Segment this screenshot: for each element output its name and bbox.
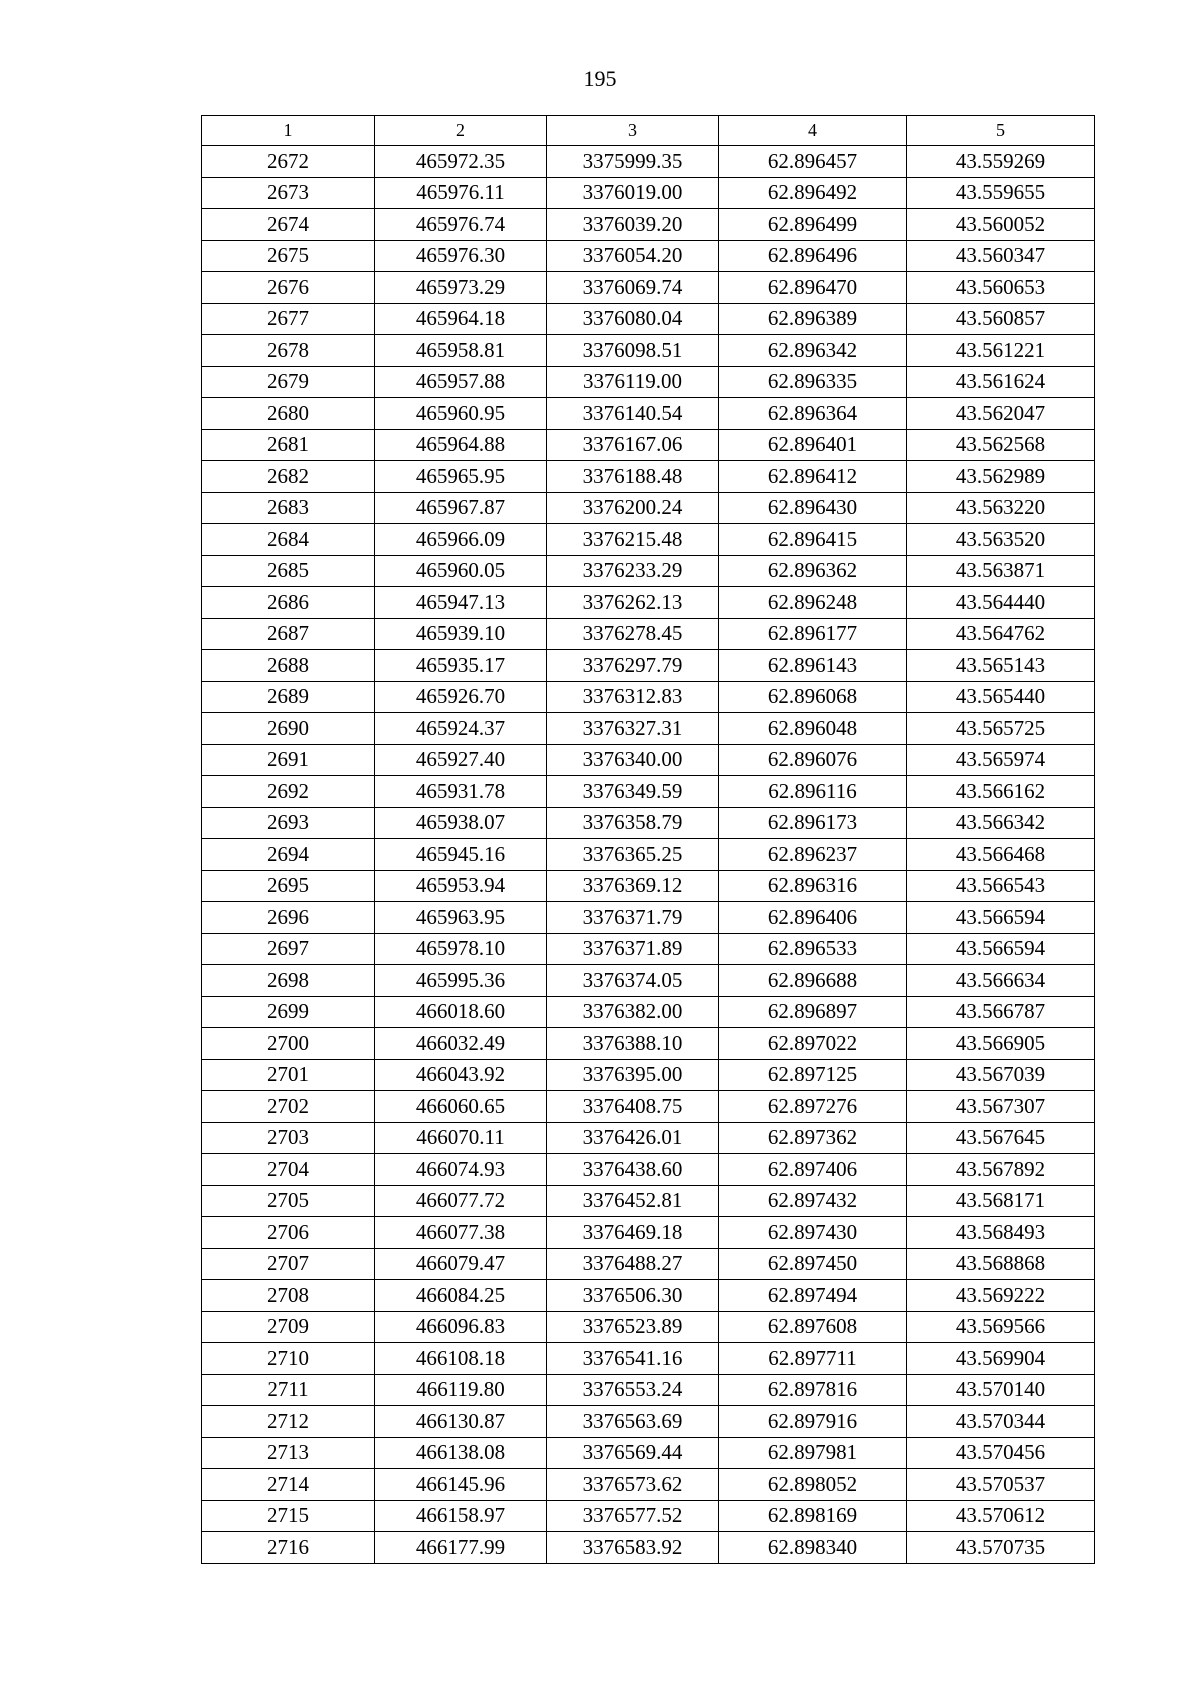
y-coordinate-cell: 3376577.52 xyxy=(547,1500,719,1532)
x-coordinate-cell: 466108.18 xyxy=(375,1343,547,1375)
y-coordinate-cell: 3376438.60 xyxy=(547,1154,719,1186)
x-coordinate-cell: 465973.29 xyxy=(375,272,547,304)
point-number-cell: 2710 xyxy=(202,1343,375,1375)
x-coordinate-cell: 465995.36 xyxy=(375,965,547,997)
point-number-cell: 2696 xyxy=(202,902,375,934)
point-number-cell: 2685 xyxy=(202,555,375,587)
latitude-cell: 43.570456 xyxy=(907,1437,1095,1469)
latitude-cell: 43.570735 xyxy=(907,1532,1095,1564)
latitude-cell: 43.568171 xyxy=(907,1185,1095,1217)
point-number-cell: 2703 xyxy=(202,1122,375,1154)
point-number-cell: 2675 xyxy=(202,240,375,272)
latitude-cell: 43.560857 xyxy=(907,303,1095,335)
point-number-cell: 2706 xyxy=(202,1217,375,1249)
x-coordinate-cell: 465972.35 xyxy=(375,146,547,178)
latitude-cell: 43.570537 xyxy=(907,1469,1095,1501)
point-number-cell: 2674 xyxy=(202,209,375,241)
point-number-cell: 2680 xyxy=(202,398,375,430)
y-coordinate-cell: 3376371.79 xyxy=(547,902,719,934)
x-coordinate-cell: 465976.74 xyxy=(375,209,547,241)
longitude-cell: 62.896048 xyxy=(719,713,907,745)
y-coordinate-cell: 3376358.79 xyxy=(547,807,719,839)
y-coordinate-cell: 3376371.89 xyxy=(547,933,719,965)
latitude-cell: 43.561221 xyxy=(907,335,1095,367)
table-row xyxy=(202,1280,1095,1312)
point-number-cell: 2702 xyxy=(202,1091,375,1123)
y-coordinate-cell: 3376583.92 xyxy=(547,1532,719,1564)
point-number-cell: 2690 xyxy=(202,713,375,745)
latitude-cell: 43.562568 xyxy=(907,429,1095,461)
longitude-cell: 62.897406 xyxy=(719,1154,907,1186)
y-coordinate-cell: 3376233.29 xyxy=(547,555,719,587)
y-coordinate-cell: 3376119.00 xyxy=(547,366,719,398)
point-number-cell: 2695 xyxy=(202,870,375,902)
longitude-cell: 62.896412 xyxy=(719,461,907,493)
latitude-cell: 43.563220 xyxy=(907,492,1095,524)
point-number-cell: 2704 xyxy=(202,1154,375,1186)
point-number-cell: 2693 xyxy=(202,807,375,839)
table-row xyxy=(202,1122,1095,1154)
table-row xyxy=(202,870,1095,902)
page-number: 195 xyxy=(583,66,617,91)
x-coordinate-cell: 465967.87 xyxy=(375,492,547,524)
y-coordinate-cell: 3376553.24 xyxy=(547,1374,719,1406)
point-number-cell: 2705 xyxy=(202,1185,375,1217)
table-row xyxy=(202,1532,1095,1564)
y-coordinate-cell: 3376369.12 xyxy=(547,870,719,902)
latitude-cell: 43.566468 xyxy=(907,839,1095,871)
column-header-1: 1 xyxy=(202,116,375,146)
table-row xyxy=(202,303,1095,335)
latitude-cell: 43.566342 xyxy=(907,807,1095,839)
y-coordinate-cell: 3376167.06 xyxy=(547,429,719,461)
x-coordinate-cell: 466043.92 xyxy=(375,1059,547,1091)
longitude-cell: 62.896364 xyxy=(719,398,907,430)
longitude-cell: 62.896688 xyxy=(719,965,907,997)
latitude-cell: 43.569566 xyxy=(907,1311,1095,1343)
x-coordinate-cell: 465935.17 xyxy=(375,650,547,682)
x-coordinate-cell: 466077.72 xyxy=(375,1185,547,1217)
longitude-cell: 62.896068 xyxy=(719,681,907,713)
x-coordinate-cell: 465976.11 xyxy=(375,177,547,209)
longitude-cell: 62.897432 xyxy=(719,1185,907,1217)
longitude-cell: 62.897494 xyxy=(719,1280,907,1312)
point-number-cell: 2686 xyxy=(202,587,375,619)
latitude-cell: 43.560347 xyxy=(907,240,1095,272)
longitude-cell: 62.896496 xyxy=(719,240,907,272)
y-coordinate-cell: 3376408.75 xyxy=(547,1091,719,1123)
table-row xyxy=(202,1154,1095,1186)
point-number-cell: 2684 xyxy=(202,524,375,556)
longitude-cell: 62.896401 xyxy=(719,429,907,461)
table-row xyxy=(202,398,1095,430)
longitude-cell: 62.897916 xyxy=(719,1406,907,1438)
x-coordinate-cell: 465960.05 xyxy=(375,555,547,587)
longitude-cell: 62.896406 xyxy=(719,902,907,934)
latitude-cell: 43.570140 xyxy=(907,1374,1095,1406)
table-row xyxy=(202,209,1095,241)
x-coordinate-cell: 465939.10 xyxy=(375,618,547,650)
table-row xyxy=(202,1500,1095,1532)
table-row xyxy=(202,555,1095,587)
y-coordinate-cell: 3376388.10 xyxy=(547,1028,719,1060)
x-coordinate-cell: 465960.95 xyxy=(375,398,547,430)
table-row xyxy=(202,902,1095,934)
latitude-cell: 43.560653 xyxy=(907,272,1095,304)
point-number-cell: 2692 xyxy=(202,776,375,808)
x-coordinate-cell: 465963.95 xyxy=(375,902,547,934)
x-coordinate-cell: 465964.88 xyxy=(375,429,547,461)
latitude-cell: 43.567039 xyxy=(907,1059,1095,1091)
x-coordinate-cell: 466096.83 xyxy=(375,1311,547,1343)
x-coordinate-cell: 466060.65 xyxy=(375,1091,547,1123)
y-coordinate-cell: 3376488.27 xyxy=(547,1248,719,1280)
longitude-cell: 62.896177 xyxy=(719,618,907,650)
latitude-cell: 43.562047 xyxy=(907,398,1095,430)
table-row xyxy=(202,177,1095,209)
table-row xyxy=(202,1248,1095,1280)
y-coordinate-cell: 3376469.18 xyxy=(547,1217,719,1249)
x-coordinate-cell: 466119.80 xyxy=(375,1374,547,1406)
y-coordinate-cell: 3376374.05 xyxy=(547,965,719,997)
x-coordinate-cell: 465953.94 xyxy=(375,870,547,902)
table-row xyxy=(202,1091,1095,1123)
latitude-cell: 43.566162 xyxy=(907,776,1095,808)
latitude-cell: 43.565974 xyxy=(907,744,1095,776)
x-coordinate-cell: 466070.11 xyxy=(375,1122,547,1154)
x-coordinate-cell: 466145.96 xyxy=(375,1469,547,1501)
x-coordinate-cell: 466084.25 xyxy=(375,1280,547,1312)
x-coordinate-cell: 466018.60 xyxy=(375,996,547,1028)
latitude-cell: 43.570612 xyxy=(907,1500,1095,1532)
longitude-cell: 62.896897 xyxy=(719,996,907,1028)
latitude-cell: 43.569222 xyxy=(907,1280,1095,1312)
latitude-cell: 43.565440 xyxy=(907,681,1095,713)
longitude-cell: 62.896116 xyxy=(719,776,907,808)
latitude-cell: 43.560052 xyxy=(907,209,1095,241)
point-number-cell: 2715 xyxy=(202,1500,375,1532)
x-coordinate-cell: 466158.97 xyxy=(375,1500,547,1532)
table-row xyxy=(202,807,1095,839)
longitude-cell: 62.896492 xyxy=(719,177,907,209)
column-header-2: 2 xyxy=(375,116,547,146)
point-number-cell: 2701 xyxy=(202,1059,375,1091)
table-row xyxy=(202,366,1095,398)
y-coordinate-cell: 3376365.25 xyxy=(547,839,719,871)
table-row xyxy=(202,240,1095,272)
table-row xyxy=(202,1437,1095,1469)
longitude-cell: 62.898169 xyxy=(719,1500,907,1532)
point-number-cell: 2688 xyxy=(202,650,375,682)
longitude-cell: 62.896499 xyxy=(719,209,907,241)
longitude-cell: 62.896470 xyxy=(719,272,907,304)
longitude-cell: 62.896335 xyxy=(719,366,907,398)
longitude-cell: 62.896430 xyxy=(719,492,907,524)
table-row xyxy=(202,1028,1095,1060)
table-row xyxy=(202,839,1095,871)
column-header-4: 4 xyxy=(719,116,907,146)
table-body xyxy=(202,146,1095,1564)
point-number-cell: 2691 xyxy=(202,744,375,776)
x-coordinate-cell: 466130.87 xyxy=(375,1406,547,1438)
point-number-cell: 2708 xyxy=(202,1280,375,1312)
x-coordinate-cell: 465978.10 xyxy=(375,933,547,965)
y-coordinate-cell: 3376541.16 xyxy=(547,1343,719,1375)
point-number-cell: 2672 xyxy=(202,146,375,178)
table-row xyxy=(202,335,1095,367)
x-coordinate-cell: 465938.07 xyxy=(375,807,547,839)
latitude-cell: 43.566594 xyxy=(907,933,1095,965)
y-coordinate-cell: 3376140.54 xyxy=(547,398,719,430)
longitude-cell: 62.896237 xyxy=(719,839,907,871)
x-coordinate-cell: 465924.37 xyxy=(375,713,547,745)
table-row xyxy=(202,618,1095,650)
point-number-cell: 2676 xyxy=(202,272,375,304)
point-number-cell: 2679 xyxy=(202,366,375,398)
point-number-cell: 2673 xyxy=(202,177,375,209)
x-coordinate-cell: 466079.47 xyxy=(375,1248,547,1280)
y-coordinate-cell: 3376349.59 xyxy=(547,776,719,808)
longitude-cell: 62.896533 xyxy=(719,933,907,965)
latitude-cell: 43.563871 xyxy=(907,555,1095,587)
point-number-cell: 2713 xyxy=(202,1437,375,1469)
y-coordinate-cell: 3376054.20 xyxy=(547,240,719,272)
longitude-cell: 62.896143 xyxy=(719,650,907,682)
x-coordinate-cell: 465965.95 xyxy=(375,461,547,493)
y-coordinate-cell: 3376080.04 xyxy=(547,303,719,335)
table-row xyxy=(202,1374,1095,1406)
latitude-cell: 43.566543 xyxy=(907,870,1095,902)
longitude-cell: 62.896173 xyxy=(719,807,907,839)
latitude-cell: 43.565725 xyxy=(907,713,1095,745)
table-row xyxy=(202,1406,1095,1438)
x-coordinate-cell: 465926.70 xyxy=(375,681,547,713)
table-row xyxy=(202,1217,1095,1249)
x-coordinate-cell: 465947.13 xyxy=(375,587,547,619)
longitude-cell: 62.896389 xyxy=(719,303,907,335)
x-coordinate-cell: 465945.16 xyxy=(375,839,547,871)
x-coordinate-cell: 466077.38 xyxy=(375,1217,547,1249)
table-row xyxy=(202,1311,1095,1343)
latitude-cell: 43.562989 xyxy=(907,461,1095,493)
latitude-cell: 43.567307 xyxy=(907,1091,1095,1123)
y-coordinate-cell: 3376340.00 xyxy=(547,744,719,776)
y-coordinate-cell: 3376523.89 xyxy=(547,1311,719,1343)
coordinates-table xyxy=(201,115,1095,1564)
longitude-cell: 62.896316 xyxy=(719,870,907,902)
y-coordinate-cell: 3376069.74 xyxy=(547,272,719,304)
longitude-cell: 62.897816 xyxy=(719,1374,907,1406)
point-number-cell: 2707 xyxy=(202,1248,375,1280)
table-row xyxy=(202,492,1095,524)
latitude-cell: 43.561624 xyxy=(907,366,1095,398)
point-number-cell: 2694 xyxy=(202,839,375,871)
longitude-cell: 62.896415 xyxy=(719,524,907,556)
x-coordinate-cell: 465964.18 xyxy=(375,303,547,335)
latitude-cell: 43.570344 xyxy=(907,1406,1095,1438)
table-row xyxy=(202,429,1095,461)
point-number-cell: 2689 xyxy=(202,681,375,713)
x-coordinate-cell: 466032.49 xyxy=(375,1028,547,1060)
y-coordinate-cell: 3376563.69 xyxy=(547,1406,719,1438)
latitude-cell: 43.566634 xyxy=(907,965,1095,997)
table-row xyxy=(202,524,1095,556)
table-row xyxy=(202,1469,1095,1501)
y-coordinate-cell: 3376039.20 xyxy=(547,209,719,241)
y-coordinate-cell: 3376569.44 xyxy=(547,1437,719,1469)
y-coordinate-cell: 3376327.31 xyxy=(547,713,719,745)
longitude-cell: 62.896076 xyxy=(719,744,907,776)
point-number-cell: 2698 xyxy=(202,965,375,997)
longitude-cell: 62.896342 xyxy=(719,335,907,367)
longitude-cell: 62.897450 xyxy=(719,1248,907,1280)
longitude-cell: 62.896248 xyxy=(719,587,907,619)
y-coordinate-cell: 3376395.00 xyxy=(547,1059,719,1091)
y-coordinate-cell: 3376573.62 xyxy=(547,1469,719,1501)
x-coordinate-cell: 465931.78 xyxy=(375,776,547,808)
x-coordinate-cell: 465966.09 xyxy=(375,524,547,556)
table-row xyxy=(202,272,1095,304)
y-coordinate-cell: 3376200.24 xyxy=(547,492,719,524)
latitude-cell: 43.565143 xyxy=(907,650,1095,682)
latitude-cell: 43.566787 xyxy=(907,996,1095,1028)
longitude-cell: 62.897276 xyxy=(719,1091,907,1123)
point-number-cell: 2678 xyxy=(202,335,375,367)
latitude-cell: 43.568493 xyxy=(907,1217,1095,1249)
x-coordinate-cell: 466074.93 xyxy=(375,1154,547,1186)
point-number-cell: 2712 xyxy=(202,1406,375,1438)
table-header xyxy=(202,116,1095,146)
y-coordinate-cell: 3376426.01 xyxy=(547,1122,719,1154)
x-coordinate-cell: 465976.30 xyxy=(375,240,547,272)
y-coordinate-cell: 3376297.79 xyxy=(547,650,719,682)
longitude-cell: 62.897125 xyxy=(719,1059,907,1091)
longitude-cell: 62.896457 xyxy=(719,146,907,178)
table-row xyxy=(202,461,1095,493)
x-coordinate-cell: 465958.81 xyxy=(375,335,547,367)
header-row xyxy=(202,116,1095,146)
longitude-cell: 62.897608 xyxy=(719,1311,907,1343)
longitude-cell: 62.897981 xyxy=(719,1437,907,1469)
point-number-cell: 2709 xyxy=(202,1311,375,1343)
longitude-cell: 62.897711 xyxy=(719,1343,907,1375)
point-number-cell: 2697 xyxy=(202,933,375,965)
table-row xyxy=(202,996,1095,1028)
latitude-cell: 43.564440 xyxy=(907,587,1095,619)
point-number-cell: 2716 xyxy=(202,1532,375,1564)
latitude-cell: 43.559269 xyxy=(907,146,1095,178)
x-coordinate-cell: 465927.40 xyxy=(375,744,547,776)
y-coordinate-cell: 3376278.45 xyxy=(547,618,719,650)
y-coordinate-cell: 3376382.00 xyxy=(547,996,719,1028)
x-coordinate-cell: 465957.88 xyxy=(375,366,547,398)
point-number-cell: 2714 xyxy=(202,1469,375,1501)
point-number-cell: 2683 xyxy=(202,492,375,524)
point-number-cell: 2677 xyxy=(202,303,375,335)
y-coordinate-cell: 3376262.13 xyxy=(547,587,719,619)
longitude-cell: 62.897362 xyxy=(719,1122,907,1154)
longitude-cell: 62.898340 xyxy=(719,1532,907,1564)
point-number-cell: 2711 xyxy=(202,1374,375,1406)
table-row xyxy=(202,933,1095,965)
y-coordinate-cell: 3376215.48 xyxy=(547,524,719,556)
table-row xyxy=(202,1059,1095,1091)
column-header-5: 5 xyxy=(907,116,1095,146)
latitude-cell: 43.569904 xyxy=(907,1343,1095,1375)
table-row xyxy=(202,1185,1095,1217)
x-coordinate-cell: 466138.08 xyxy=(375,1437,547,1469)
latitude-cell: 43.566594 xyxy=(907,902,1095,934)
latitude-cell: 43.567892 xyxy=(907,1154,1095,1186)
latitude-cell: 43.567645 xyxy=(907,1122,1095,1154)
table-row xyxy=(202,744,1095,776)
point-number-cell: 2699 xyxy=(202,996,375,1028)
table-row xyxy=(202,713,1095,745)
y-coordinate-cell: 3375999.35 xyxy=(547,146,719,178)
table-row xyxy=(202,965,1095,997)
longitude-cell: 62.897022 xyxy=(719,1028,907,1060)
latitude-cell: 43.563520 xyxy=(907,524,1095,556)
point-number-cell: 2681 xyxy=(202,429,375,461)
table-row xyxy=(202,776,1095,808)
latitude-cell: 43.564762 xyxy=(907,618,1095,650)
longitude-cell: 62.897430 xyxy=(719,1217,907,1249)
y-coordinate-cell: 3376452.81 xyxy=(547,1185,719,1217)
longitude-cell: 62.896362 xyxy=(719,555,907,587)
y-coordinate-cell: 3376312.83 xyxy=(547,681,719,713)
table-row xyxy=(202,146,1095,178)
y-coordinate-cell: 3376098.51 xyxy=(547,335,719,367)
y-coordinate-cell: 3376019.00 xyxy=(547,177,719,209)
latitude-cell: 43.566905 xyxy=(907,1028,1095,1060)
table-row xyxy=(202,1343,1095,1375)
latitude-cell: 43.559655 xyxy=(907,177,1095,209)
point-number-cell: 2687 xyxy=(202,618,375,650)
point-number-cell: 2700 xyxy=(202,1028,375,1060)
table-row xyxy=(202,681,1095,713)
point-number-cell: 2682 xyxy=(202,461,375,493)
longitude-cell: 62.898052 xyxy=(719,1469,907,1501)
column-header-3: 3 xyxy=(547,116,719,146)
table-row xyxy=(202,650,1095,682)
latitude-cell: 43.568868 xyxy=(907,1248,1095,1280)
y-coordinate-cell: 3376188.48 xyxy=(547,461,719,493)
table-row xyxy=(202,587,1095,619)
x-coordinate-cell: 466177.99 xyxy=(375,1532,547,1564)
y-coordinate-cell: 3376506.30 xyxy=(547,1280,719,1312)
